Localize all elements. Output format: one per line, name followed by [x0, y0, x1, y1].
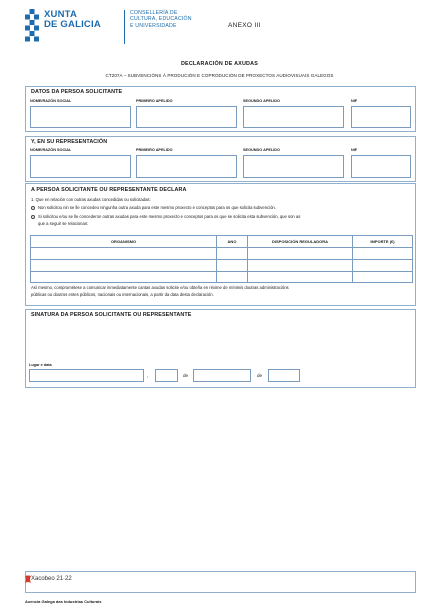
no-aid-option-label: Non solicitou nin se lle concedeu ningunha outra axuda para este mesmo proxecto e conceptos para os que solicita subvención.: [38, 205, 276, 210]
xacobeo-brand: Xacobeo 21·22: [31, 576, 72, 582]
org-name-line1: XUNTA: [44, 9, 78, 20]
table-row: [31, 271, 413, 283]
galicia-coat-of-arms-icon: [24, 9, 40, 45]
other-aid-radio[interactable]: [31, 215, 35, 219]
year-column-header: ANO: [217, 236, 248, 248]
document-subtitle: CT207A – SUBVENCIÓNS Á PRODUCIÓN E COPRODUCIÓN DE PROXECTOS AUDIOVISUAIS GALEGOS: [105, 73, 334, 78]
applicant-second-surname-label: SEGUNDO APELIDO: [243, 99, 280, 103]
declaration-item-1: 1. Que en relación con outras axudas concedidas ou solicitadas:: [31, 197, 151, 202]
de-separator-2: de: [257, 373, 263, 378]
year-cell[interactable]: [217, 259, 248, 271]
organism-cell[interactable]: [31, 248, 217, 260]
place-date-label: Lugar e data: [29, 363, 52, 367]
department-line3: E UNIVERSIDADE: [130, 22, 177, 29]
representative-section-title: Y, EN SU REPRESENTACIÓN: [31, 139, 108, 145]
no-aid-radio[interactable]: [31, 206, 35, 210]
representative-nif-field[interactable]: [351, 155, 411, 178]
xunta-logo: [24, 7, 199, 47]
document-title: DECLARACIÓN DE AXUDAS: [180, 61, 259, 67]
commitment-text-line1: Así mesmo, comprométese a comunicar inmediatamente cantas axudas solicite e/ou obteña en réxime de mínimis doutras administracións: [31, 285, 289, 290]
amount-cell[interactable]: [353, 248, 413, 260]
applicant-second-surname-field[interactable]: [243, 106, 344, 128]
department-line2: CULTURA, EDUCACIÓN: [130, 16, 192, 23]
footer-box: [25, 571, 416, 593]
annex-label: ANEXO III: [228, 22, 261, 29]
org-name: [44, 10, 101, 30]
other-aid-option-label-line2: que a seguir se relacionan:: [38, 221, 89, 226]
org-name-line2: DE GALICIA: [44, 19, 101, 31]
organism-cell[interactable]: [31, 271, 217, 283]
aids-table: [30, 235, 413, 283]
representative-section: [25, 136, 416, 182]
agency-name: Axencia Galega das Industrias Culturais: [25, 599, 102, 604]
applicant-section: [25, 86, 416, 132]
organism-cell[interactable]: [31, 259, 217, 271]
other-aid-option-label-line1: Si solicitou e/ou se lle concederon outras axudas para este mesmo proxecto e conceptos para os que se solicita esta subvención, que son as: [38, 214, 301, 219]
table-row: [31, 248, 413, 260]
signature-section-title: SINATURA DA PERSOA SOLICITANTE OU REPRESENTANTE: [31, 312, 192, 318]
signature-section: [25, 309, 416, 388]
regulation-cell[interactable]: [248, 259, 353, 271]
header-divider: [124, 10, 125, 44]
amount-cell[interactable]: [353, 271, 413, 283]
regulation-cell[interactable]: [248, 271, 353, 283]
applicant-section-title: DATOS DA PERSOA SOLICITANTE: [31, 89, 123, 95]
place-field[interactable]: [29, 369, 144, 382]
representative-first-surname-field[interactable]: [136, 155, 237, 178]
representative-first-surname-label: PRIMEIRO APELIDO: [136, 148, 173, 152]
comma-separator: ,: [147, 373, 149, 378]
year-cell[interactable]: [217, 271, 248, 283]
applicant-first-surname-label: PRIMEIRO APELIDO: [136, 99, 173, 103]
month-field[interactable]: [193, 369, 251, 382]
regulation-cell[interactable]: [248, 248, 353, 260]
applicant-nif-label: NIF: [351, 99, 358, 103]
applicant-first-surname-field[interactable]: [136, 106, 237, 128]
declaration-section: [25, 183, 416, 306]
representative-second-surname-field[interactable]: [243, 155, 344, 178]
year-field[interactable]: [268, 369, 300, 382]
applicant-name-field[interactable]: [30, 106, 131, 128]
department-name: [130, 10, 192, 29]
year-cell[interactable]: [217, 248, 248, 260]
representative-name-field[interactable]: [30, 155, 131, 178]
amount-column-header: IMPORTE (€): [353, 236, 413, 248]
representative-name-label: NOME/RAZÓN SOCIAL: [30, 148, 72, 152]
department-line1: CONSELLERÍA DE: [130, 10, 178, 16]
applicant-name-label: NOME/RAZÓN SOCIAL: [30, 99, 72, 103]
representative-nif-label: NIF: [351, 148, 358, 152]
aids-table-header-row: [31, 236, 413, 248]
de-separator-1: de: [183, 373, 189, 378]
declaration-section-title: A PERSOA SOLICITANTE OU REPRESENTANTE DECLARA: [31, 187, 187, 193]
regulation-column-header: DISPOSICIÓN REGULADORA: [248, 236, 353, 248]
amount-cell[interactable]: [353, 259, 413, 271]
organism-column-header: ORGANISMO: [31, 236, 217, 248]
day-field[interactable]: [155, 369, 178, 382]
representative-second-surname-label: SEGUNDO APELIDO: [243, 148, 280, 152]
table-row: [31, 259, 413, 271]
commitment-text-line2: públicas ou doutros entes públicos, nacionais ou internacionais, a partir da data desta declaración.: [31, 292, 214, 297]
applicant-nif-field[interactable]: [351, 106, 411, 128]
